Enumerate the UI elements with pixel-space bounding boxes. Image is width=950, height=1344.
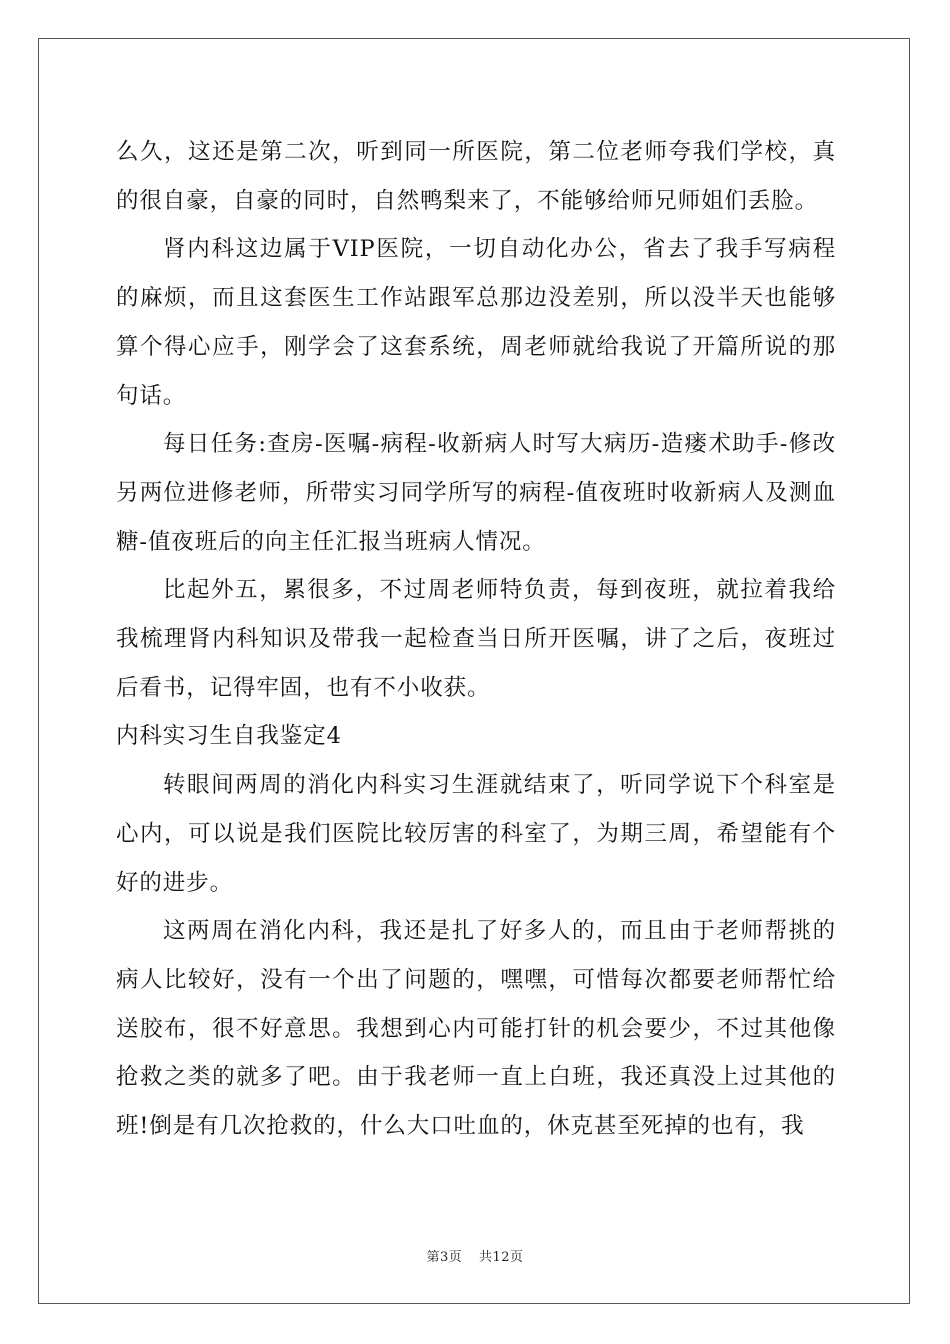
- section-heading: 内科实习生自我鉴定4: [116, 723, 342, 750]
- paragraph-comparison: 比起外五，累很多，不过周老师特负责，每到夜班，就拉着我给我梳理肾内科知识及带我一起检查当日所开医嘱，讲了之后，夜班过后看书，记得牢固，也有不小收获。: [116, 577, 836, 701]
- paragraph-kidney-department: 肾内科这边属于VIP医院，一切自动化办公，省去了我手写病程的麻烦，而且这套医生工作站跟军总那边没差别，所以没半天也能够算个得心应手，刚学会了这套系统，周老师就给我说了开篇所说的那句话。: [116, 236, 836, 409]
- paragraph-digestive-experience: 这两周在消化内科，我还是扎了好多人的，而且由于老师帮挑的病人比较好，没有一个出了问题的，嘿嘿，可惜每次都要老师帮忙给送胶布，很不好意思。我想到心内可能打针的机会要少，不过其他像抢救之类的就多了吧。由于我老师一直上白班，我还真没上过其他的班!倒是有几次抢救的，什么大口吐血的，休克甚至死掉的也有，我: [116, 918, 836, 1140]
- page-footer: [0, 1246, 950, 1265]
- page-total: 共12页: [478, 1250, 524, 1265]
- page-number: 第3页: [426, 1250, 463, 1265]
- paragraph-daily-tasks: 每日任务:查房-医嘱-病程-收新病人时写大病历-造瘘术助手-修改另两位进修老师，所带实习同学所写的病程-值夜班时收新病人及测血糖-值夜班后的向主任汇报当班病人情况。: [116, 431, 836, 555]
- document-body: [116, 128, 836, 1151]
- paragraph-digestive-end: 转眼间两周的消化内科实习生涯就结束了，听同学说下个科室是心内，可以说是我们医院比较厉害的科室了，为期三周，希望能有个好的进步。: [116, 772, 836, 896]
- paragraph-continuation: 么久，这还是第二次，听到同一所医院，第二位老师夸我们学校，真的很自豪，自豪的同时，自然鸭梨来了，不能够给师兄师姐们丢脸。: [116, 139, 836, 214]
